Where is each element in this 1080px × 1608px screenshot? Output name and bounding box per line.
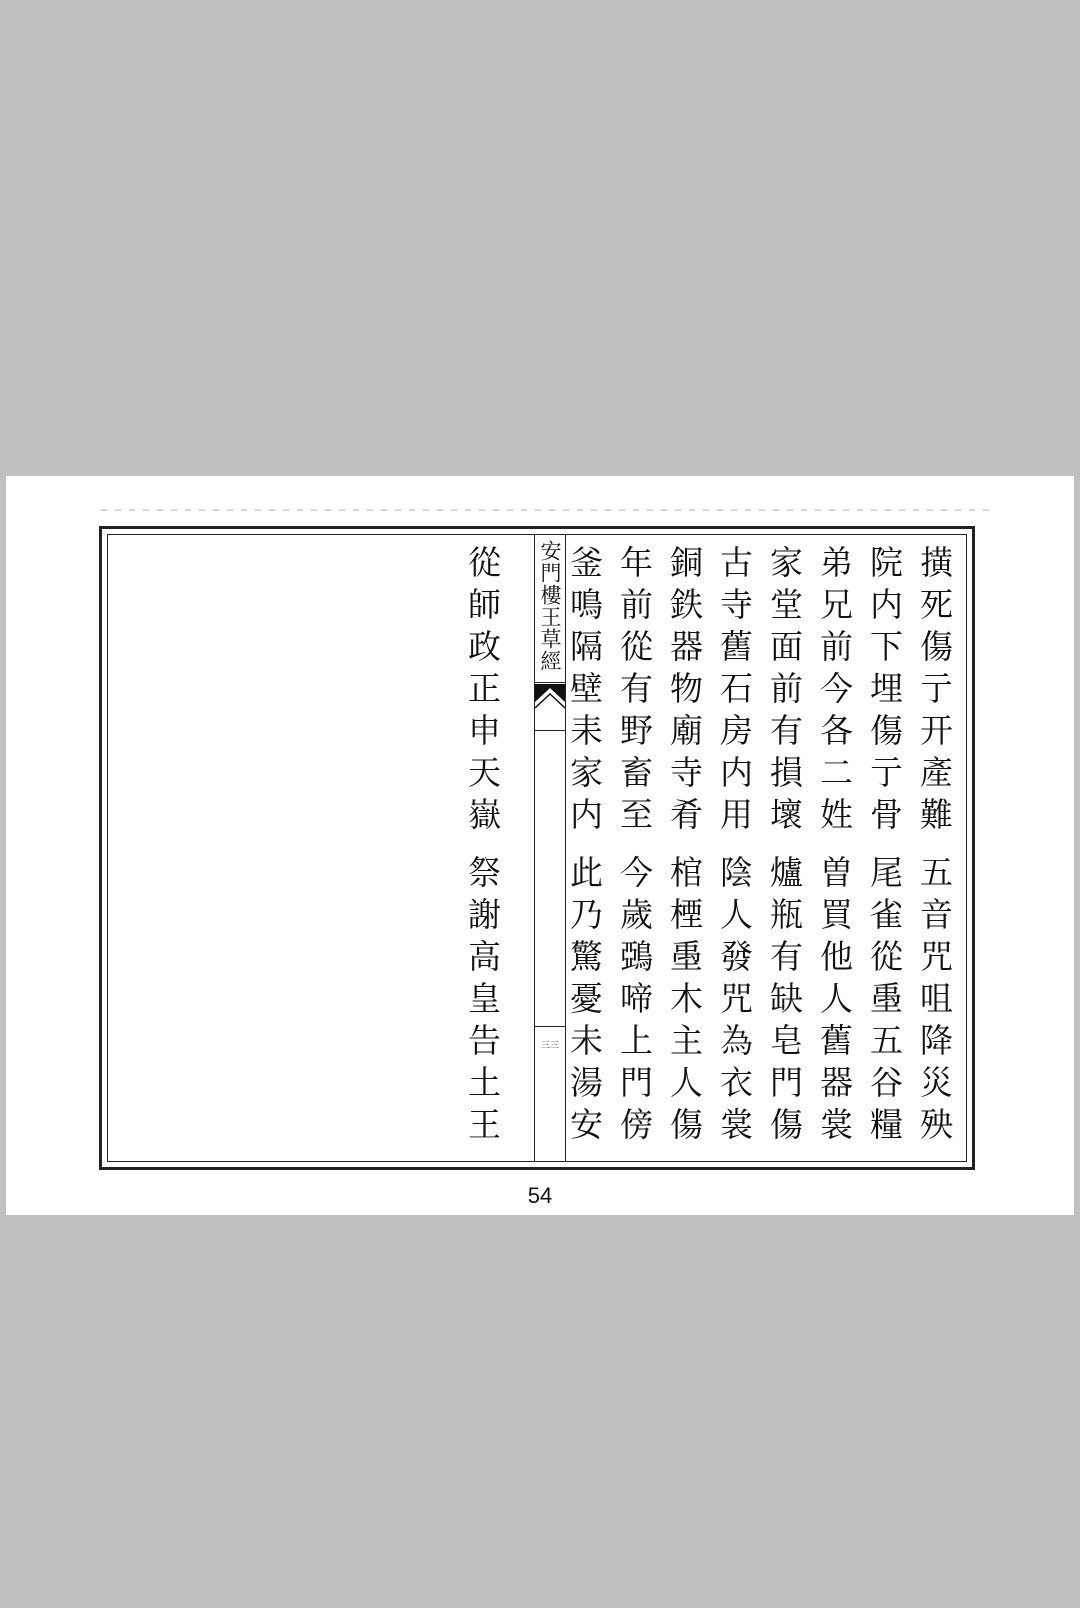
center-column-rule xyxy=(535,1026,565,1027)
text-line-upper: 銅鉄器物廟寺肴 xyxy=(665,545,704,839)
page-number: 54 xyxy=(527,1183,553,1208)
text-line-lower: 此乃驚憂未湯安 xyxy=(565,855,604,1149)
page-border xyxy=(99,526,975,1170)
text-line-lower: 尾雀從㙑五谷糧 xyxy=(865,855,904,1149)
center-column-rule xyxy=(535,730,565,731)
fish-tail-mark xyxy=(535,684,565,710)
text-line-upper: 弟兄前今各二姓 xyxy=(815,545,854,839)
center-column xyxy=(534,534,566,1162)
text-line-upper: 院内下埋傷亍骨 xyxy=(865,545,904,839)
text-line-lower: 五音咒咀降災殃 xyxy=(915,855,954,1149)
text-line-upper: 撗死傷亍开產難 xyxy=(915,545,954,839)
text-line-lower: 爐瓶有缺皂門傷 xyxy=(765,855,804,1149)
text-line-upper: 釜鳴隔壁耒家内 xyxy=(565,545,604,839)
scanned-page xyxy=(6,476,1074,1215)
text-line-lower: 陰人發咒為衣裳 xyxy=(715,855,754,1149)
text-line-lower: 曽買他人舊器裳 xyxy=(815,855,854,1149)
text-line-upper: 年前從有野畜至 xyxy=(615,545,654,839)
scan-speckle-line xyxy=(101,509,991,511)
text-line-upper: 古寺舊石房内用 xyxy=(715,545,754,839)
column-title: 安門樓王草經 xyxy=(538,540,562,672)
text-line-upper: 家堂面前有損壞 xyxy=(765,545,804,839)
page-border-inner xyxy=(107,534,967,1162)
text-line-lower: 今歲鵶啼上門傍 xyxy=(615,855,654,1149)
text-line-lower: 祭謝高皇告土王 xyxy=(463,855,502,1149)
folio-number: 三三 xyxy=(540,1041,559,1051)
center-column-rule xyxy=(535,682,565,683)
text-line-upper: 從師政正申天嶽 xyxy=(463,545,502,839)
text-line-lower: 棺㮒㙑木主人傷 xyxy=(665,855,704,1149)
